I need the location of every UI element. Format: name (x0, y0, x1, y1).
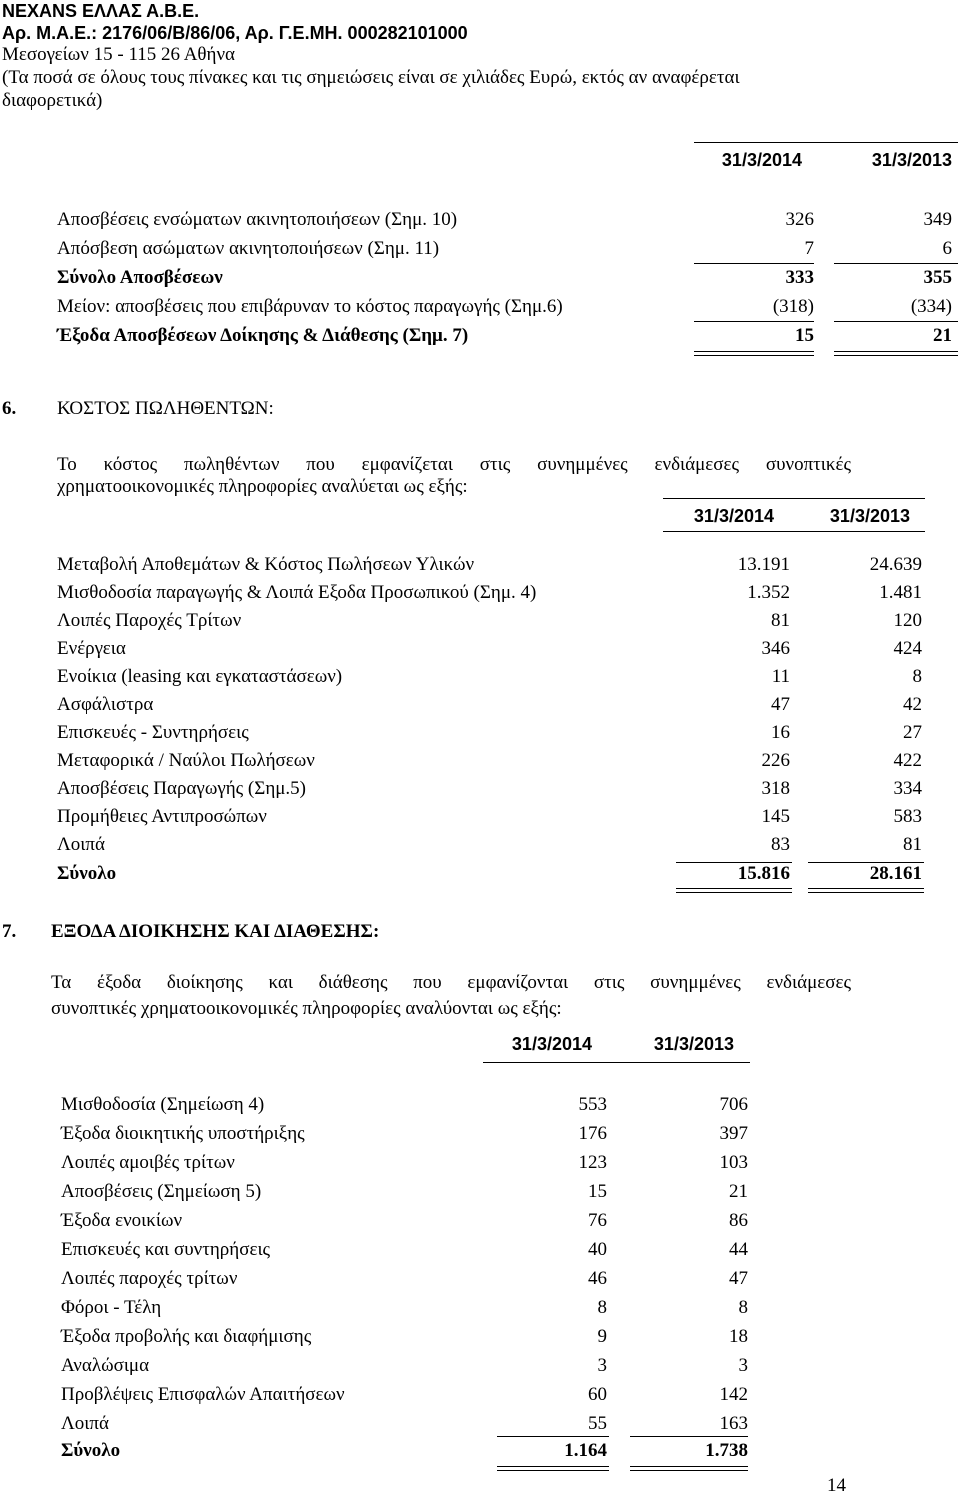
table-cell-2014: 83 (771, 834, 790, 855)
table-row-label: Ασφάλιστρα (57, 694, 154, 715)
table-cell-2013: 81 (903, 834, 922, 855)
table-row-label: Αναλώσιμα (61, 1355, 150, 1376)
table-cell-2014: 11 (771, 666, 790, 687)
table-row-label: Αποσβέσεις Παραγωγής (Σημ.5) (57, 778, 307, 799)
total-double-rule (676, 888, 792, 893)
table-cell-2014: 346 (761, 638, 790, 659)
table-cell-2014: 47 (771, 694, 790, 715)
total-double-rule (808, 888, 924, 893)
table-cell-2013: 397 (719, 1123, 748, 1144)
table-row-label: Επισκευές και συντηρήσεις (61, 1239, 271, 1260)
total-double-rule (497, 1466, 609, 1471)
table-cell-2013: 27 (903, 722, 922, 743)
section-intro-line2: συνοπτικές χρηματοοικονομικές πληροφορίες αναλύονται ως εξής: (51, 998, 562, 1019)
table-cell-2013: 42 (903, 694, 922, 715)
total-double-rule (630, 1466, 748, 1471)
header-rule (663, 498, 925, 499)
table-row-label: Μεταβολή Αποθεμάτων & Κόστος Πωλήσεων Υλικών (57, 554, 475, 575)
table-cell-2013: 706 (719, 1094, 748, 1115)
table-row-label: Μισθοδοσία (Σημείωση 4) (61, 1094, 265, 1115)
column-header-2013: 31/3/2013 (829, 506, 910, 526)
table-cell-2014: 553 (578, 1094, 607, 1115)
total-2013: 28.161 (869, 863, 922, 884)
table-cell-2014: 9 (597, 1326, 607, 1347)
section-number: 6. (2, 398, 17, 419)
page-number: 14 (827, 1475, 846, 1496)
column-header-2014: 31/3/2014 (721, 150, 802, 170)
table-cell-2014: 318 (761, 778, 790, 799)
table-cell-2013: 424 (893, 638, 922, 659)
table-row-label: Μισθοδοσία παραγωγής & Λοιπά Εξοδα Προσωπικού (Σημ. 4) (57, 582, 537, 603)
subtotal-rule (834, 263, 958, 264)
table-cell-2014: 76 (588, 1210, 607, 1231)
table-cell-2013: 21 (933, 325, 952, 346)
table-cell-2014: 55 (588, 1413, 607, 1434)
table-cell-2014: 226 (761, 750, 790, 771)
table-cell-2013: 120 (893, 610, 922, 631)
table-row-label: Αποσβέσεις ενσώματων ακινητοποιήσεων (Σημ. 10) (57, 209, 458, 230)
table-row-label: Λοιπά (57, 834, 105, 855)
table-row-label: Έξοδα ενοικίων (61, 1210, 183, 1231)
table-cell-2013: 583 (893, 806, 922, 827)
table-row-label: Λοιπά (61, 1413, 109, 1434)
table-row-label: Έξοδα Αποσβέσεων Δοίκησης & Διάθεσης (Σημ. 7) (57, 325, 469, 346)
table-cell-2014: 7 (804, 238, 814, 259)
total-2014: 1.164 (564, 1440, 607, 1461)
table-row-label: Έξοδα προβολής και διαφήμισης (61, 1326, 312, 1347)
table-row-label: Λοιπές αμοιβές τρίτων (61, 1152, 235, 1173)
table-cell-2014: 81 (771, 610, 790, 631)
column-header-2014: 31/3/2014 (511, 1034, 592, 1054)
table-cell-2013: 6 (942, 238, 952, 259)
column-header-2014: 31/3/2014 (693, 506, 774, 526)
table-cell-2013: 334 (893, 778, 922, 799)
total-2014: 15.816 (737, 863, 790, 884)
total-2013: 1.738 (705, 1440, 748, 1461)
table-cell-2014: 13.191 (737, 554, 790, 575)
table-cell-2013: 103 (719, 1152, 748, 1173)
total-double-rule (834, 351, 958, 356)
table-cell-2013: 1.481 (879, 582, 922, 603)
total-double-rule (694, 351, 814, 356)
header-rule (663, 531, 925, 532)
table-cell-2013: 355 (923, 267, 952, 288)
total-label: Σύνολο (61, 1440, 121, 1461)
table-cell-2014: 15 (795, 325, 814, 346)
table-cell-2013: 18 (729, 1326, 748, 1347)
table-cell-2013: 349 (923, 209, 952, 230)
subtotal-rule (630, 1436, 748, 1437)
table-cell-2013: (334) (910, 296, 952, 317)
table-row-label: Λοιπές παροχές τρίτων (61, 1268, 238, 1289)
table-cell-2013: 3 (738, 1355, 748, 1376)
table-cell-2014: 16 (771, 722, 790, 743)
table-cell-2013: 163 (719, 1413, 748, 1434)
column-header-2013: 31/3/2013 (653, 1034, 734, 1054)
total-label: Σύνολο (57, 863, 117, 884)
table-row-label: Προμήθειες Αντιπροσώπων (57, 806, 267, 827)
header-rule (694, 142, 958, 143)
table-row-label: Απόσβεση ασώματων ακινητοποιήσεων (Σημ. 11) (57, 238, 440, 259)
section-title: ΚΟΣΤΟΣ ΠΩΛΗΘΕΝΤΩΝ: (57, 398, 274, 419)
table-cell-2013: 24.639 (869, 554, 922, 575)
section-intro-line1: Το κόστος πωληθέντων που εμφανίζεται στις συνημμένες ενδιάμεσες συνοπτικές (57, 454, 851, 475)
subtotal-rule (694, 321, 814, 322)
table-cell-2014: 145 (761, 806, 790, 827)
section-title: ΕΞΟΔΑ ΔΙΟΙΚΗΣΗΣ ΚΑΙ ΔΙΑΘΕΣΗΣ: (51, 921, 380, 942)
table-cell-2014: 15 (588, 1181, 607, 1202)
table-row-label: Έξοδα διοικητικής υποστήριξης (61, 1123, 305, 1144)
table-cell-2013: 8 (912, 666, 922, 687)
table-cell-2013: 47 (729, 1268, 748, 1289)
section-intro-line1: Τα έξοδα διοίκησης και διάθεσης που εμφανίζονται στις συνημμένες ενδιάμεσες (51, 972, 851, 993)
subtotal-rule (694, 263, 814, 264)
amounts-note-line1: (Τα ποσά σε όλους τους πίνακες και τις σημειώσεις είναι σε χιλιάδες Ευρώ, εκτός αν αναφέρεται (2, 67, 740, 88)
table-cell-2014: 3 (597, 1355, 607, 1376)
table-row-label: Λοιπές Παροχές Τρίτων (57, 610, 242, 631)
section-number: 7. (2, 921, 17, 942)
table-row-label: Μεταφορικά / Ναύλοι Πωλήσεων (57, 750, 315, 771)
table-row-label: Επισκευές - Συντηρήσεις (57, 722, 249, 743)
table-cell-2014: 8 (597, 1297, 607, 1318)
table-cell-2014: (318) (772, 296, 814, 317)
table-row-label: Ενοίκια (leasing και εγκαταστάσεων) (57, 666, 343, 687)
header-rule (483, 1062, 750, 1063)
table-cell-2013: 8 (738, 1297, 748, 1318)
table-cell-2014: 333 (785, 267, 814, 288)
column-header-2013: 31/3/2013 (871, 150, 952, 170)
subtotal-rule (834, 321, 958, 322)
table-cell-2014: 40 (588, 1239, 607, 1260)
table-row-label: Μείον: αποσβέσεις που επιβάρυναν το κόστος παραγωγής (Σημ.6) (57, 296, 563, 317)
table-cell-2013: 422 (893, 750, 922, 771)
table-row-label: Φόροι - Τέλη (61, 1297, 162, 1318)
company-address: Μεσογείων 15 - 115 26 Αθήνα (2, 44, 236, 65)
table-cell-2014: 326 (785, 209, 814, 230)
table-cell-2013: 86 (729, 1210, 748, 1231)
table-row-label: Προβλέψεις Επισφαλών Απαιτήσεων (61, 1384, 345, 1405)
table-cell-2014: 1.352 (747, 582, 790, 603)
table-cell-2013: 142 (719, 1384, 748, 1405)
table-row-label: Ενέργεια (57, 638, 126, 659)
table-cell-2014: 46 (588, 1268, 607, 1289)
table-cell-2014: 123 (578, 1152, 607, 1173)
table-row-label: Σύνολο Αποσβέσεων (57, 267, 223, 288)
table-cell-2013: 44 (729, 1239, 748, 1260)
section-intro-line2: χρηματοοικονομικές πληροφορίες αναλύεται ως εξής: (57, 476, 468, 497)
subtotal-rule (497, 1436, 609, 1437)
company-name: NEXANS ΕΛΛΑΣ Α.Β.Ε. (2, 1, 200, 21)
table-cell-2013: 21 (729, 1181, 748, 1202)
table-cell-2014: 60 (588, 1384, 607, 1405)
table-row-label: Αποσβέσεις (Σημείωση 5) (61, 1181, 262, 1202)
amounts-note-line2: διαφορετικά) (2, 90, 103, 111)
table-cell-2014: 176 (578, 1123, 607, 1144)
company-registry: Αρ. Μ.Α.Ε.: 2176/06/Β/86/06, Αρ. Γ.Ε.ΜΗ. 000282101000 (2, 23, 468, 43)
